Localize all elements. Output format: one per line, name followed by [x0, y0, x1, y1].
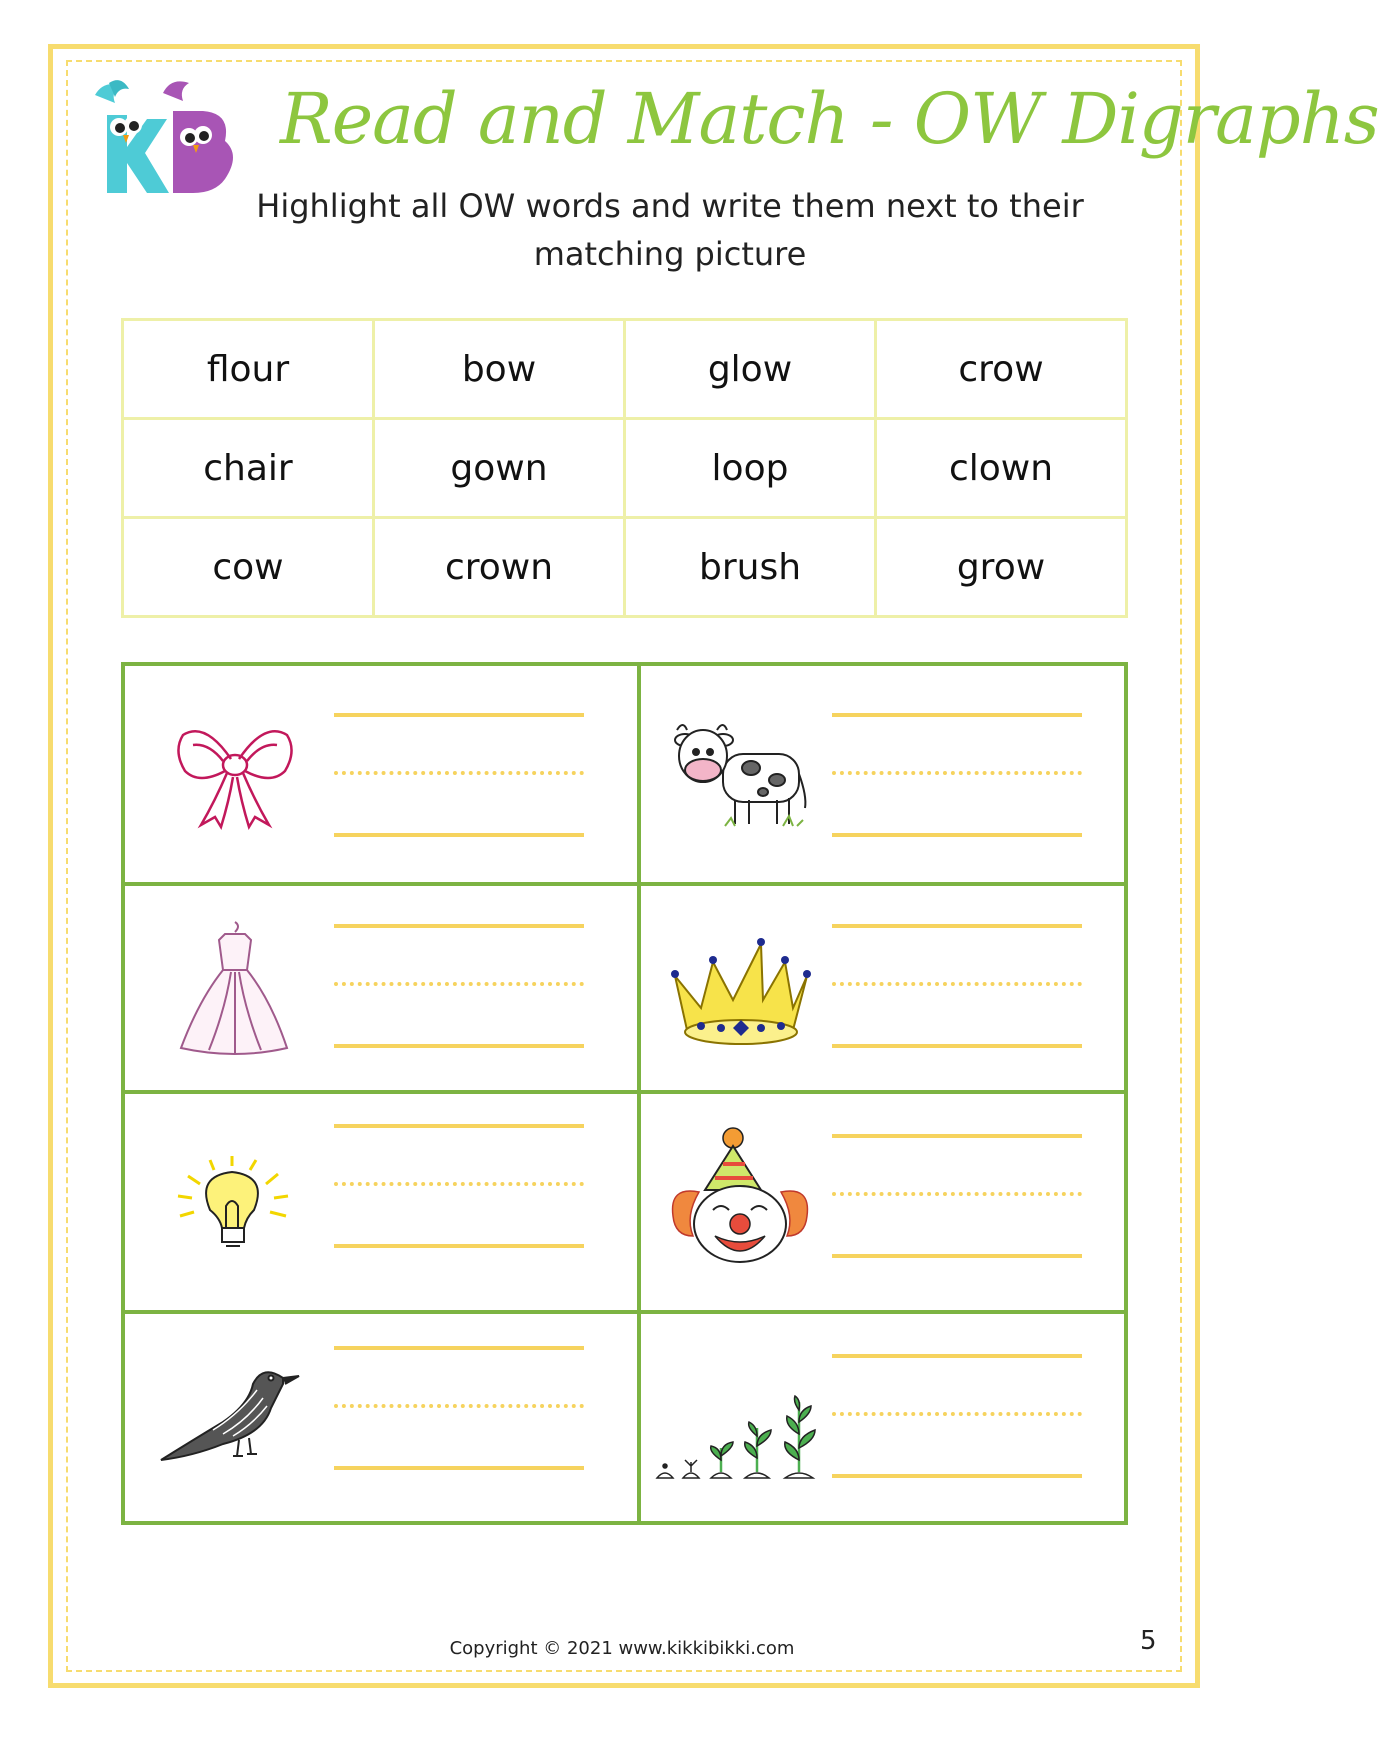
page-title: Read and Match - OW Digraphs: [280, 78, 1379, 160]
page-number: 5: [1140, 1626, 1157, 1656]
matching-grid: [121, 662, 1128, 1525]
word-cell[interactable]: loop: [625, 419, 876, 518]
crown-icon: [661, 936, 811, 1046]
writing-line-top: [832, 1354, 1082, 1358]
writing-lines[interactable]: [832, 924, 1082, 1048]
grid-row-divider: [125, 882, 1125, 886]
word-cell[interactable]: glow: [625, 320, 876, 419]
writing-line-bottom: [832, 1044, 1082, 1048]
clown-icon: [665, 1126, 815, 1266]
writing-line-bottom: [334, 1044, 584, 1048]
word-cell[interactable]: gown: [374, 419, 625, 518]
writing-line-bottom: [334, 833, 584, 837]
bow-icon: [175, 721, 295, 831]
crow-icon: [153, 1364, 303, 1474]
instruction-text: Highlight all OW words and write them next to their matching picture: [256, 187, 1084, 273]
writing-line-top: [832, 1134, 1082, 1138]
writing-lines[interactable]: [832, 1354, 1082, 1478]
word-cell[interactable]: crown: [374, 518, 625, 617]
writing-line-bottom: [334, 1466, 584, 1470]
word-cell[interactable]: brush: [625, 518, 876, 617]
writing-line-dotted: [334, 1404, 584, 1408]
writing-line-dotted: [832, 982, 1082, 986]
grid-row-divider: [125, 1310, 1125, 1314]
writing-line-dotted: [832, 1192, 1082, 1196]
kikkibikki-logo: [85, 75, 245, 215]
writing-line-top: [334, 713, 584, 717]
writing-lines[interactable]: [334, 924, 584, 1048]
writing-line-top: [832, 924, 1082, 928]
gown-icon: [175, 920, 295, 1060]
word-cell[interactable]: crow: [876, 320, 1127, 419]
writing-line-top: [334, 924, 584, 928]
writing-line-dotted: [832, 771, 1082, 775]
writing-line-top: [334, 1124, 584, 1128]
writing-line-bottom: [832, 1474, 1082, 1478]
word-cell[interactable]: clown: [876, 419, 1127, 518]
writing-lines[interactable]: [334, 713, 584, 837]
word-cell[interactable]: bow: [374, 320, 625, 419]
writing-lines[interactable]: [334, 1346, 584, 1470]
word-cell[interactable]: grow: [876, 518, 1127, 617]
writing-line-dotted: [334, 771, 584, 775]
word-bank-row: [123, 320, 1127, 419]
word-bank-table: [121, 318, 1128, 618]
writing-lines[interactable]: [334, 1124, 584, 1248]
cow-icon: [665, 716, 815, 836]
writing-lines[interactable]: [832, 1134, 1082, 1258]
writing-lines[interactable]: [832, 713, 1082, 837]
writing-line-dotted: [334, 1182, 584, 1186]
writing-line-top: [334, 1346, 584, 1350]
writing-line-bottom: [832, 833, 1082, 837]
word-cell[interactable]: flour: [123, 320, 374, 419]
word-bank-row: [123, 419, 1127, 518]
writing-line-top: [832, 713, 1082, 717]
glowing-lightbulb-icon: [170, 1156, 300, 1256]
grid-row-divider: [125, 1090, 1125, 1094]
writing-line-bottom: [832, 1254, 1082, 1258]
writing-line-dotted: [832, 1412, 1082, 1416]
writing-line-bottom: [334, 1244, 584, 1248]
copyright-text: Copyright © 2021 www.kikkibikki.com: [449, 1638, 795, 1659]
word-bank-row: [123, 518, 1127, 617]
writing-line-dotted: [334, 982, 584, 986]
word-cell[interactable]: cow: [123, 518, 374, 617]
growing-plants-icon: [655, 1388, 825, 1488]
word-cell[interactable]: chair: [123, 419, 374, 518]
